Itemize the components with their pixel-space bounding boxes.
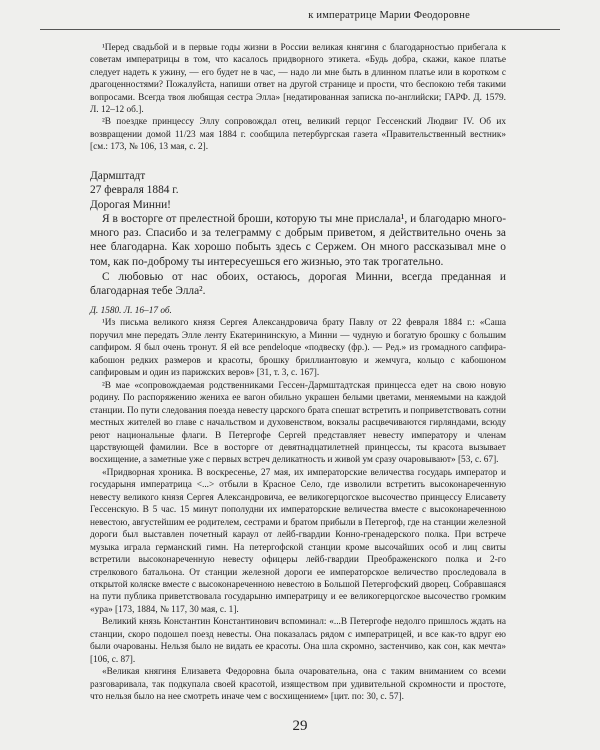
letter-paragraph-1: Я в восторге от прелестной броши, которую ты мне прислала¹, и благодарю много-много раз. Спасибо и за телеграмму с добрым приветом, я действительно очень за нее благодарна. Как хорошо побыть здесь с Сержем. Он много рассказывал мне о том, как по-доброму ты интересуешься его жизнью, это так трогательно. xyxy=(90,212,506,268)
page-number: 29 xyxy=(292,718,308,734)
letter-notes xyxy=(90,305,506,704)
quote-elizaveta: «Великая княгиня Елизавета Федоровна была очаровательна, она с таким вниманием со всеми разговаривала, так подкупала своей красотой, изяществом при удивительной скромности и простоте, что нельзя было на нее смотреть иначе чем с восхищением» [цит. по: 30, с. 57]. xyxy=(90,667,506,703)
letter-sign-off: С любовью от нас обоих, остаюсь, дорогая Минни, всегда преданная и благодарная тебе Элла². xyxy=(90,271,506,298)
note-2: ²В мае «сопровождаемая родственниками Гессен-Дармштадтская принцесса едет на свою новую родину. По распоряжению жениха ее вагон обильно украшен белыми цветами, меняемыми на каждой станции. По пути следования поезда невесту царского брата спешат встретить и поприветствовать сотни местных жителей во главе с начальством и духовенством, вокзалы расцвечиваются гирляндами, всюду реют национальные флаги. В Петергофе Сергей представляет невесту императору и членам царствующей фамилии. Все в восторге от девятнадцатилетней принцессы, ты красота вызывает восхищение, а заметные уже с первых встреч деликатность и живой ум сразу очаровывают» [53, с. 67]. xyxy=(90,380,506,466)
running-head: к императрице Марии Феодоровне xyxy=(308,10,470,21)
letter-date: 27 февраля 1884 г. xyxy=(90,184,179,197)
note-1: ¹Из письма великого князя Сергея Александровича брату Павлу от 22 февраля 1884 г.: «Саша поручил мне передать Элле ленту Екатерининскую, а Минни — чудную и богатую брошку с большим сапфиром. Я был очень тронут. Я ей все pendeloque «подвеску (фр.). — Ред.» из громадного сапфира-кабошон редких размеров и красоты, брошку бриллиантовую и жемчуга, кольцо с кабошоном сапфировым и один из парижских веров» [31, т. 3, с. 167]. xyxy=(90,318,506,379)
quote-konstantin: Великий князь Константин Константинович вспоминал: «...В Петергофе недолго пришлось ждать на станции, скоро подошел поезд невесты. Она показалась рядом с императрицей, и все как-то вдруг ею были очарованы. Нельзя было не видать ее красоты. Она шла скромно, застенчиво, как сон, как мечта» [106, с. 87]. xyxy=(90,617,506,665)
quote-court-chronicle: «Придворная хроника. В воскресенье, 27 мая, их императорские величества государь император и государыня императрица <...> отбыли в Красное Село, где изволили встретить высоконареченную невесту великого князя Сергея Александровича, ее великогерцогское высочество принцессу Елисавету Гессенскую. В 5 час. 15 минут пополудни их императорские величества вместе с высоконареченною невестою, августейшим ее родителем, сестрами и братом прибыли в Петергоф, где на станции железной дороги был выставлен почетный караул от лейб-гвардии Конно-гренадерского полка. При встрече музыка играла германский гимн. На петергофской станции кроме высочайших особ и лиц свиты встретили высоконареченную невесту офицеры лейб-гвардии Преображенского полка и 2-го стрелкового батальона. От станции железной дороги ее императорское величество проследовала в открытой коляске вместе с высоконареченною невестою в Большой Петергофский дворец. Собравшаяся на пути публика приветствовала государыню императрицу и ее великогерцогское высочество громким «ура» [173, 1884, № 117, 30 мая, с. 1]. xyxy=(90,467,506,615)
letter-salutation: Дорогая Минни! xyxy=(90,198,171,211)
header-rule xyxy=(40,29,560,30)
letter-place: Дармштадт xyxy=(90,170,146,182)
archive-source: Д. 1580. Л. 16–17 об. xyxy=(90,306,172,316)
top-footnotes xyxy=(90,42,506,154)
letter xyxy=(90,169,506,299)
top-footnote-2: ²В поездке принцессу Эллу сопровождал отец, великий герцог Гессенский Людвиг IV. Об их возвращении домой 11/23 мая 1884 г. сообщила петербургская газета «Правительственный вестник» [см.: 173, № 106, 13 мая, с. 2]. xyxy=(90,117,506,153)
top-footnote-1: ¹Перед свадьбой и в первые годы жизни в России великая княгиня с благодарностью прибегала к советам императрицы в том, что касалось придворного этикета. «Будь добра, скажи, какое платье следует надеть к ужину, — его будет не в час, — надо ли мне быть в длинном платье или в коротком с драгоценностями? Пожалуйста, напиши ответ на другой странице и прости, что беспокою тебя такими вопросами. Всегда твоя любящая сестра Элла» [недатированная записка по-английски; ГАРФ. Д. 1579. Л. 12–12 об.]. xyxy=(90,43,506,116)
